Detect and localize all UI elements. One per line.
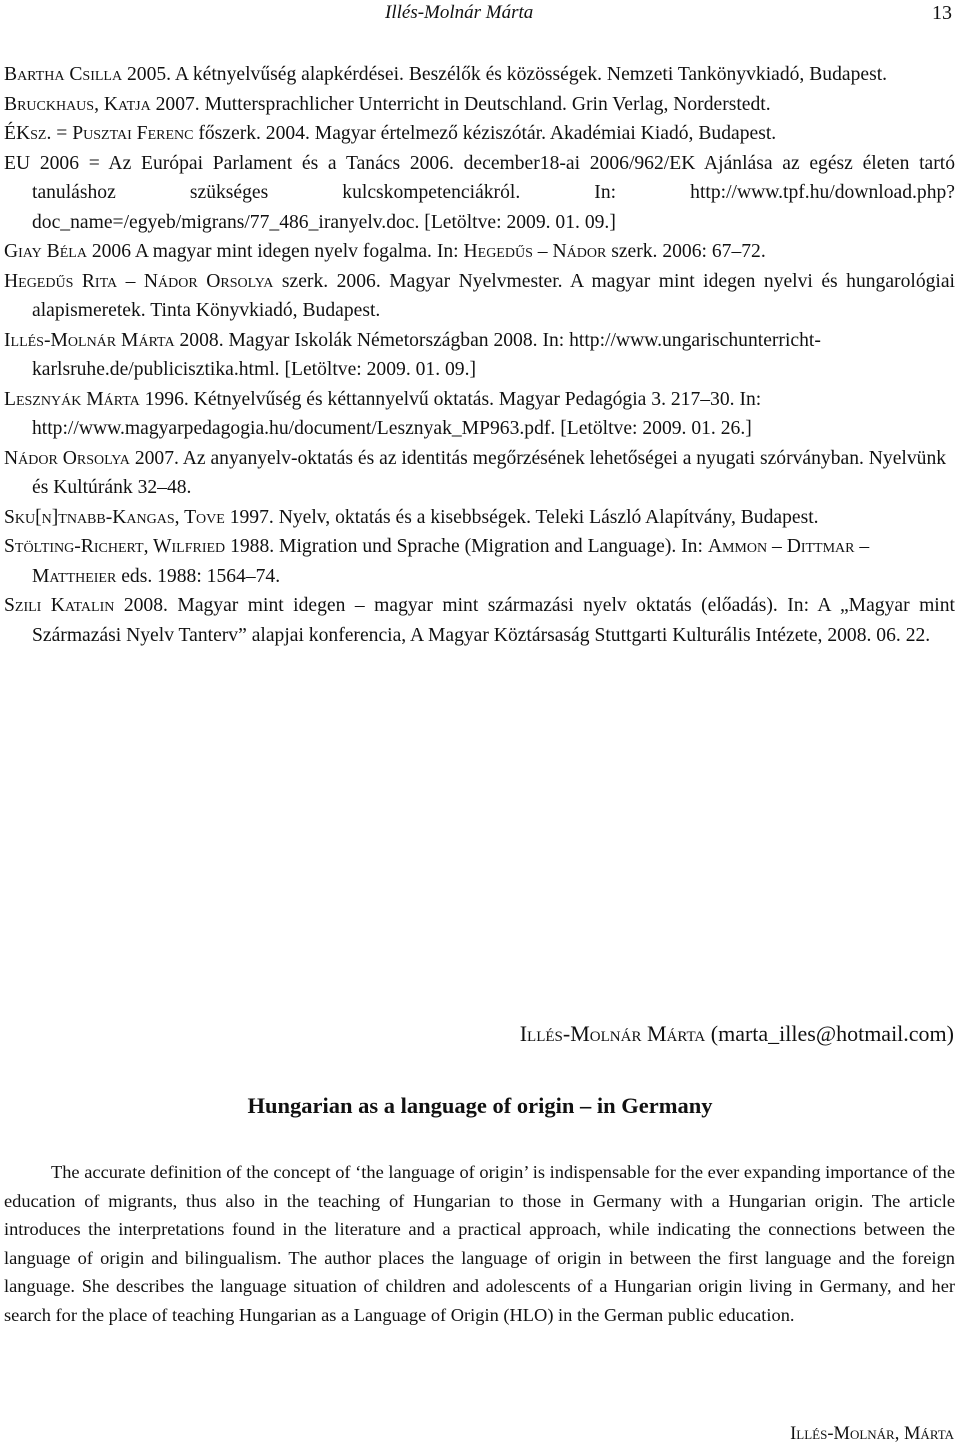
reference-text: 2007. Az anyanyelv-oktatás és az identitás megőrzésének lehetőségei a nyugati szórványban. Nyelvünk és Kultúránk 32–48. [32, 447, 947, 498]
reference-text: szerk. 2006. Magyar Nyelvmester. A magyar mint idegen nyelvi és hungarológiai alapismeretek. Tinta Könyvkiadó, Budapest. [32, 270, 955, 321]
reference-text: 2008. Magyar Iskolák Németországban 2008. In: http://www.ungarischunterricht-karlsruhe.de/publicisztika.html. [Letöltve: 2009. 01. 09.] [32, 329, 821, 380]
summary-abstract: The accurate definition of the concept of ‘the language of origin’ is indispensable for the ever expanding importance of the education of migrants, thus also in the teaching of Hungarian to those in Germany with a Hungarian origin. The article introduces the interpretations found in the literature and a practical approach, while indicating the connections between the language of origin and bilingualism. The author places the language of origin in between the first language and the foreign language. She describes the language situation of children and adolescents of a Hungarian origin living in Germany, and her search for the place of teaching Hungarian as a Language of Origin (HLO) in the German public education. [4, 1162, 955, 1325]
contact-email: (marta_illes@hotmail.com) [705, 1021, 954, 1046]
reference-item [4, 326, 955, 385]
reference-text: 2005. A kétnyelvűség alapkérdései. Beszélők és közösségek. Nemzeti Tankönyvkiadó, Budapest. [122, 64, 888, 85]
reference-author: Ammon – Dittmar – Mattheier [32, 536, 870, 587]
reference-item [4, 237, 955, 267]
reference-author: Hegedűs – Nádor [463, 241, 607, 262]
reference-author: Lesznyák Márta [4, 388, 140, 410]
reference-item [4, 149, 955, 238]
reference-text: 1988. Migration und Sprache (Migration and Language). In: [225, 536, 708, 557]
reference-author: Stölting-Richert, Wilfried [4, 536, 226, 557]
reference-author: Sku[n]tnabb-Kangas, Tove [4, 506, 225, 528]
reference-author: Pusztai Ferenc [72, 123, 194, 144]
reference-author: Bruckhaus, Katja [4, 93, 151, 115]
page-number: 13 [932, 2, 952, 24]
reference-list [4, 60, 955, 650]
reference-item [4, 267, 955, 326]
reference-item [4, 90, 955, 120]
reference-author: Nádor Orsolya [4, 447, 130, 469]
reference-author: ÉKsz. [4, 123, 52, 144]
reference-text: = [51, 123, 73, 144]
reference-text: 2007. Muttersprachlicher Unterricht in Deutschland. Grin Verlag, Norderstedt. [150, 93, 771, 115]
reference-text: eds. 1988: 1564–74. [116, 565, 281, 587]
reference-text: 1997. Nyelv, oktatás és a kisebbségek. Teleki László Alapítvány, Budapest. [224, 506, 819, 528]
reference-text: főszerk. 2004. Magyar értelmező kéziszótár. Akadémiai Kiadó, Budapest. [193, 123, 777, 144]
reference-text: EU 2006 = Az Európai Parlament és a Tanács 2006. december18-ai 2006/962/EK Ajánlása az egész életen tartó tanuláshoz szükséges kulcskompetenciákról. In: http://www.tpf.hu/download.php?doc_name=/egyeb/migrans/77_486_iranyelv.doc. [Letöltve: 2009. 01. 09.] [4, 152, 955, 233]
footer-author: Illés-Molnár, Márta [790, 1424, 954, 1444]
reference-item [4, 385, 955, 444]
reference-item [4, 60, 955, 90]
reference-author: Bartha Csilla [4, 64, 123, 85]
author-contact [520, 1021, 954, 1047]
reference-text: 2006 A magyar mint idegen nyelv fogalma. In: [86, 241, 464, 262]
header-author: Illés-Molnár Márta [385, 2, 534, 23]
reference-item [4, 444, 955, 503]
reference-text: 2008. Magyar mint idegen – magyar mint származási nyelv oktatás (előadás). In: A „Magyar mint Származási Nyelv Tanterv” alapjai konferencia, A Magyar Köztársaság Stuttgarti Kulturális Intézete, 2008. 06. 22. [32, 595, 955, 646]
reference-item [4, 532, 955, 591]
contact-name: Illés-Molnár Márta [519, 1021, 706, 1046]
reference-text: szerk. 2006: 67–72. [606, 241, 766, 262]
reference-author: Szili Katalin [4, 595, 115, 616]
reference-item [4, 591, 955, 650]
reference-text: 1996. Kétnyelvűség és kéttannyelvű oktatás. Magyar Pedagógia 3. 217–30. In: http://www.magyarpedagogia.hu/document/Lesznyak_MP963.pdf. [Letöltve: 2009. 01. 26.] [32, 388, 762, 439]
reference-item [4, 503, 955, 533]
reference-author: Illés-Molnár Márta [4, 329, 175, 351]
reference-author: Giay Béla [4, 241, 87, 262]
reference-item [4, 119, 955, 149]
reference-author: Hegedűs Rita – Nádor Orsolya [4, 270, 274, 292]
summary-title: Hungarian as a language of origin – in Germany [247, 1093, 713, 1118]
